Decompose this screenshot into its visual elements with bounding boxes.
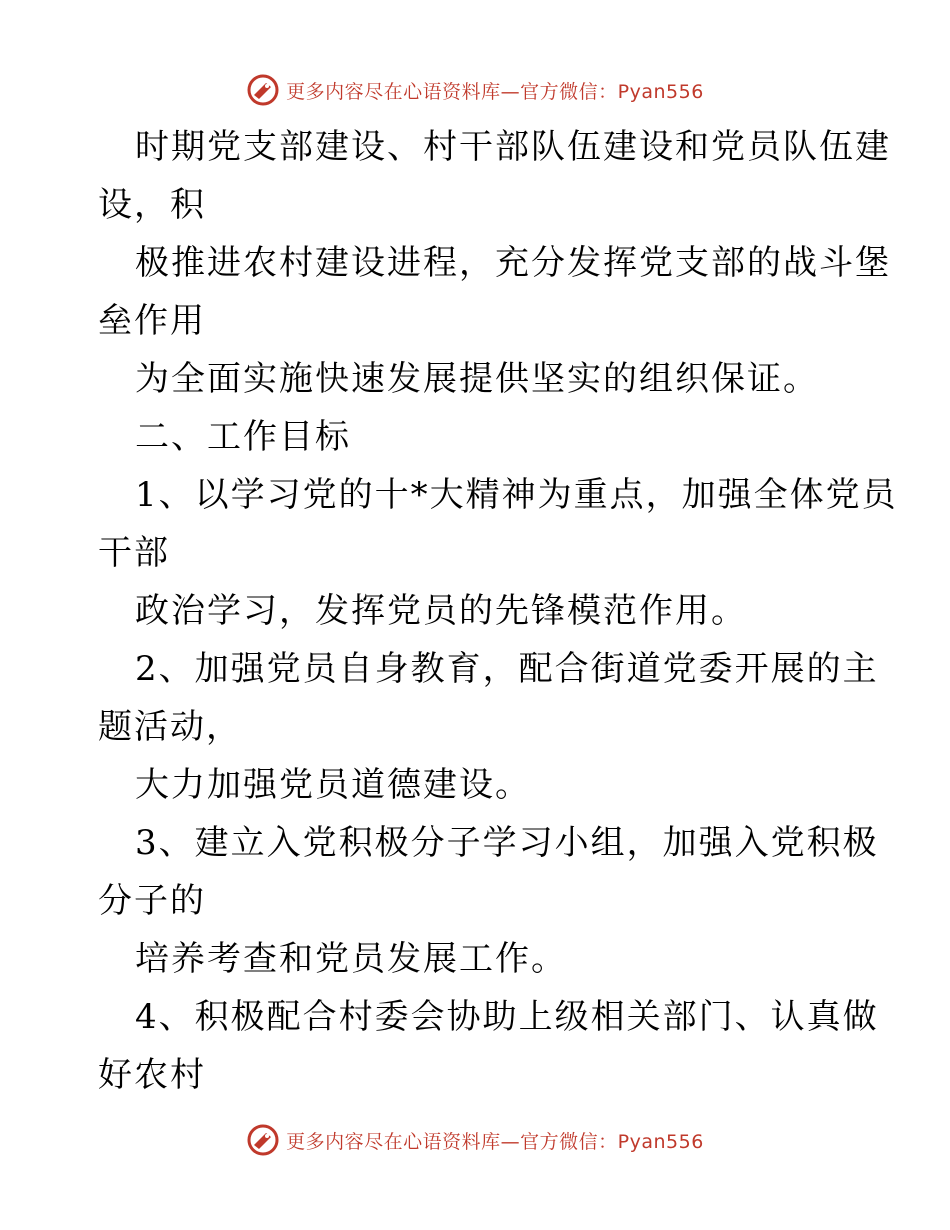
document-line: 设，积 bbox=[98, 185, 206, 225]
document-line: 为全面实施快速发展提供坚实的组织保证。 bbox=[135, 359, 819, 399]
footer-banner-text: 更多内容尽在心语资料库—官方微信：Pyan556 bbox=[286, 1130, 704, 1153]
document-line: 垒作用 bbox=[98, 301, 206, 341]
document-line: 政治学习，发挥党员的先锋模范作用。 bbox=[135, 591, 747, 631]
document-line: 培养考查和党员发展工作。 bbox=[135, 939, 567, 979]
document-line: 时期党支部建设、村干部队伍建设和党员队伍建 bbox=[135, 127, 891, 167]
document-line: 3、建立入党积极分子学习小组，加强入党积极 bbox=[135, 823, 879, 863]
document-line: 分子的 bbox=[98, 881, 206, 921]
header-banner bbox=[0, 70, 950, 110]
document-line: 好农村 bbox=[98, 1055, 206, 1095]
document-line: 干部 bbox=[98, 533, 170, 573]
document-line: 二、工作目标 bbox=[135, 417, 351, 457]
pen-nib-logo-icon bbox=[246, 1123, 280, 1157]
document-line: 大力加强党员道德建设。 bbox=[135, 765, 531, 805]
document-body bbox=[98, 118, 898, 1104]
document-line: 题活动， bbox=[98, 707, 242, 747]
document-line: 4、积极配合村委会协助上级相关部门、认真做 bbox=[135, 997, 879, 1037]
document-line: 1、以学习党的十*大精神为重点，加强全体党员 bbox=[135, 475, 898, 515]
pen-nib-logo-icon bbox=[246, 73, 280, 107]
header-banner-text: 更多内容尽在心语资料库—官方微信：Pyan556 bbox=[286, 80, 704, 103]
document-line: 2、加强党员自身教育，配合街道党委开展的主 bbox=[135, 649, 879, 689]
footer-banner bbox=[0, 1120, 950, 1160]
document-line: 极推进农村建设进程，充分发挥党支部的战斗堡 bbox=[135, 243, 891, 283]
